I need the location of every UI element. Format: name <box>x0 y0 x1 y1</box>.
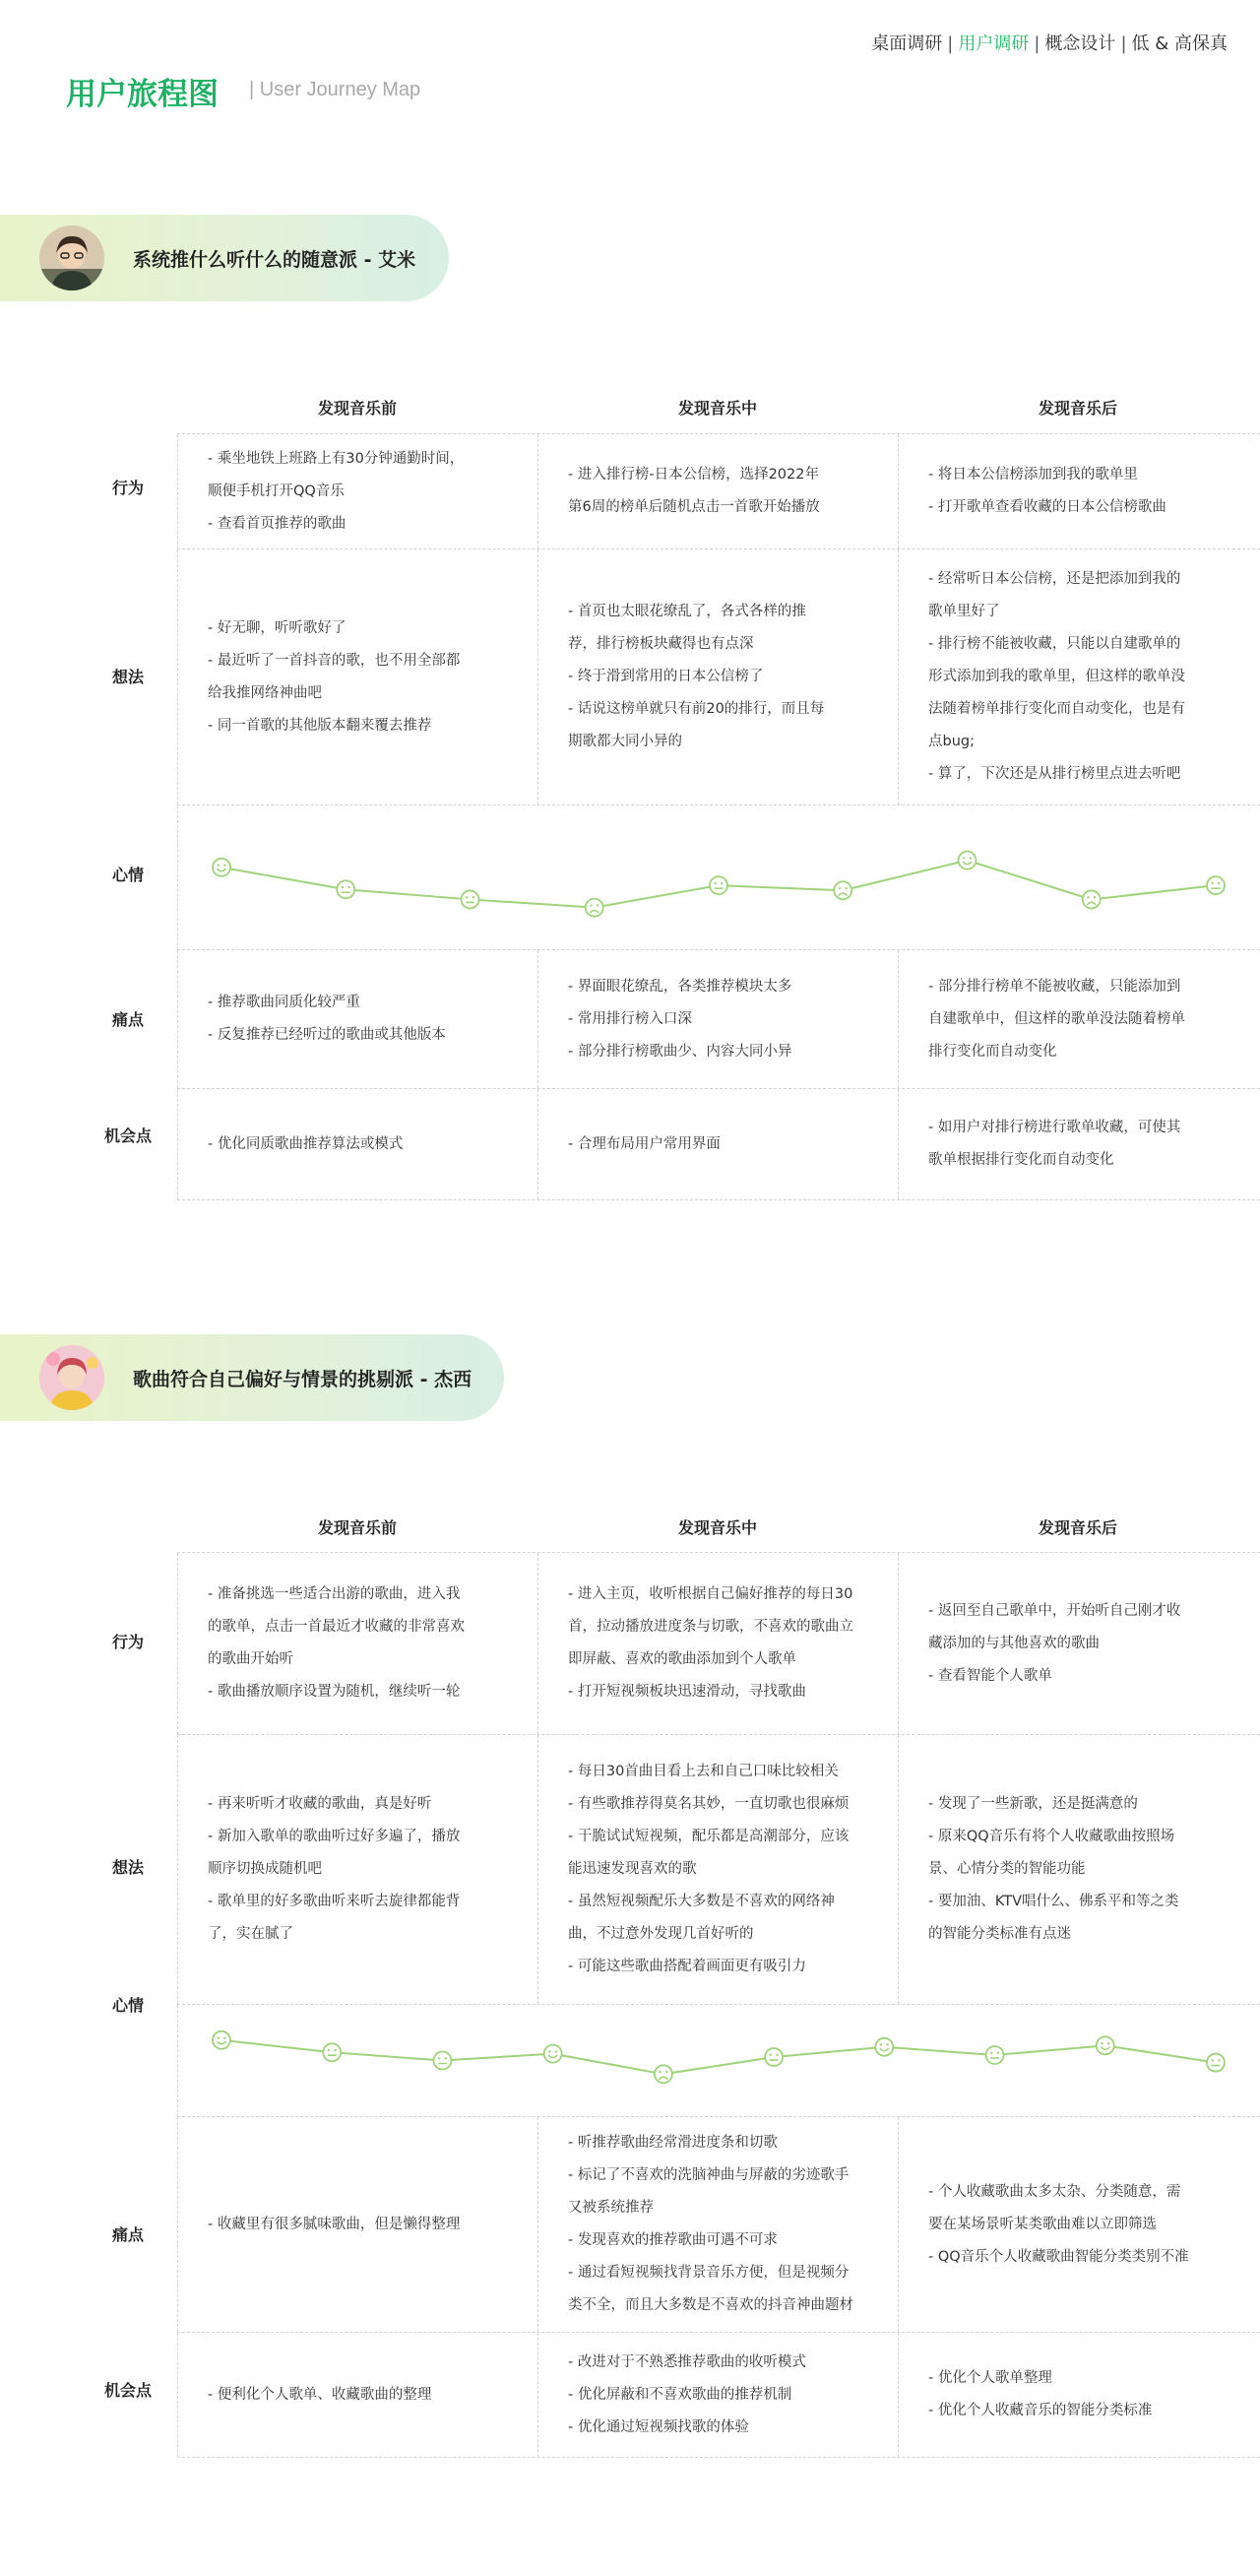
cell-line: - 打开短视频板块迅速滑动，寻找歌曲 <box>568 1684 806 1700</box>
cell-line: - 歌曲播放顺序设置为随机，继续听一轮 <box>208 1684 461 1700</box>
cell-line: - 查看智能个人歌单 <box>928 1667 1052 1684</box>
opportunity-cell-during <box>537 2333 898 2457</box>
cell-line: - 终于滑到常用的日本公信榜了 <box>568 669 764 684</box>
cell-line: - 乘坐地铁上班路上有30分钟通勤时间， <box>208 450 465 467</box>
stage-during: 发现音乐中 <box>677 1518 757 1537</box>
neutral-face-icon <box>986 2046 1004 2064</box>
stage-during: 发现音乐中 <box>677 399 757 418</box>
cell-line: 要在某场景听某类歌曲难以立即筛选 <box>928 2216 1157 2232</box>
cell-line: - 返回至自己歌单中，开始听自己刚才收 <box>928 1602 1181 1619</box>
happy-face-icon <box>1097 2036 1114 2054</box>
opportunity-row <box>177 2333 1260 2458</box>
cell-line: - 再来听听才收藏的歌曲，真是好听 <box>208 1796 432 1812</box>
happy-face-icon <box>959 852 976 869</box>
cell-line: - 要加油、KTV唱什么、佛系平和等之类 <box>928 1894 1179 1909</box>
happy-face-icon <box>875 2038 893 2056</box>
cell-line: 歌单根据排行变化而自动变化 <box>928 1152 1114 1168</box>
page-subtitle: | User Journey Map <box>249 79 421 100</box>
cell-line: - 优化个人歌单整理 <box>928 2370 1052 2386</box>
cell-line: 形式添加到我的歌单里，但这样的歌单没 <box>928 669 1185 684</box>
nav-item-fidelity[interactable]: 低 & 高保真 <box>1131 33 1228 54</box>
mood-row <box>177 2005 1260 2117</box>
thought-cell-before <box>177 549 537 805</box>
opportunity-cell-during <box>537 1089 898 1199</box>
cell-line: - 进入排行榜-日本公信榜，选择2022年 <box>568 467 819 483</box>
neutral-face-icon <box>765 2048 783 2066</box>
action-cell-after <box>898 1553 1260 1734</box>
cell-line: 即屏蔽、喜欢的歌曲添加到个人歌单 <box>568 1651 796 1667</box>
cell-line: - 部分排行榜歌曲少、内容大同小异 <box>568 1043 792 1060</box>
cell-line: 的歌单，点击一首最近才收藏的非常喜欢 <box>208 1619 465 1635</box>
stage-before: 发现音乐前 <box>317 399 397 418</box>
cell-line: - 原来QQ音乐有将个人收藏歌曲按照场 <box>928 1829 1175 1844</box>
cell-line: - 优化个人收藏音乐的智能分类标准 <box>928 2403 1153 2418</box>
happy-face-icon <box>213 859 230 876</box>
thought-row <box>177 1735 1260 2005</box>
cell-line: - 听推荐歌曲经常滑进度条和切歌 <box>568 2135 778 2151</box>
cell-line: - 部分排行榜单不能被收藏，只能添加到 <box>928 978 1181 995</box>
action-row <box>177 1553 1260 1735</box>
page-title: 用户旅程图 <box>66 77 219 112</box>
cell-line: - 首页也太眼花缭乱了，各式各样的推 <box>568 604 806 619</box>
sad-face-icon <box>655 2065 672 2083</box>
cell-line: - 优化同质歌曲推荐算法或模式 <box>208 1135 404 1152</box>
mood-row <box>177 805 1260 950</box>
cell-line: - 话说这榜单就只有前20的排行，而且每 <box>568 701 825 717</box>
cell-line: 了，实在腻了 <box>208 1926 293 1942</box>
cell-line: 的歌曲开始听 <box>208 1651 293 1667</box>
cell-line: - 打开歌单查看收藏的日本公信榜歌曲 <box>928 499 1166 515</box>
top-nav <box>871 30 1228 55</box>
cell-line: - 改进对于不熟悉推荐歌曲的收听模式 <box>568 2353 806 2370</box>
cell-line: - 合理布局用户常用界面 <box>568 1135 721 1152</box>
persona-name: 歌曲符合自己偏好与情景的挑剔派 - 杰西 <box>133 1369 472 1390</box>
happy-face-icon <box>544 2045 562 2063</box>
neutral-face-icon <box>1207 876 1225 894</box>
nav-separator: | <box>947 33 954 54</box>
row-label-action: 行为 <box>111 479 144 497</box>
cell-line: - 收藏里有很多腻味歌曲，但是懒得整理 <box>208 2216 461 2232</box>
cell-line: - 虽然短视频配乐大多数是不喜欢的网络神 <box>568 1894 835 1909</box>
cell-line: 排行变化而自动变化 <box>928 1043 1057 1060</box>
row-label-pain: 痛点 <box>111 1010 144 1029</box>
action-cell-during <box>537 434 898 548</box>
cell-line: - 优化通过短视频找歌的体验 <box>568 2418 749 2435</box>
pain-cell-before <box>177 950 537 1088</box>
cell-line: - 准备挑选一些适合出游的歌曲，进入我 <box>208 1586 461 1602</box>
cell-line: - 反复推荐已经听过的歌曲或其他版本 <box>208 1027 446 1043</box>
pain-cell-after <box>898 950 1260 1088</box>
cell-line: - 界面眼花缭乱，各类推荐模块太多 <box>568 978 792 995</box>
opportunity-cell-after <box>898 2333 1260 2457</box>
row-label-mood: 心情 <box>111 866 144 884</box>
opportunity-cell-after <box>898 1089 1260 1199</box>
mood-curve <box>178 2005 1260 2116</box>
cell-line: 荐，排行榜板块藏得也有点深 <box>568 636 754 652</box>
cell-line: - 查看首页推荐的歌曲 <box>208 515 346 532</box>
cell-line: - 好无聊，听听歌好了 <box>208 619 346 636</box>
cell-line: - 进入主页，收听根据自己偏好推荐的每日30 <box>568 1586 853 1602</box>
thought-cell-after <box>898 1735 1260 2004</box>
neutral-face-icon <box>337 880 354 898</box>
pain-cell-after <box>898 2117 1260 2332</box>
cell-line: 点bug; <box>928 734 975 749</box>
happy-face-icon <box>213 2031 230 2049</box>
journey-grid <box>177 1552 1260 2458</box>
cell-line: - 算了，下次还是从排行榜里点进去听吧 <box>928 766 1181 782</box>
cell-line: - 便利化个人歌单、收藏歌曲的整理 <box>208 2386 432 2403</box>
cell-line: - 干脆试试短视频，配乐都是高潮部分，应该 <box>568 1829 850 1844</box>
sad-face-icon <box>1083 890 1101 908</box>
stage-after: 发现音乐后 <box>1038 399 1117 418</box>
cell-line: - 发现喜欢的推荐歌曲可遇不可求 <box>568 2232 778 2248</box>
cell-line: - 排行榜不能被收藏，只能以自建歌单的 <box>928 636 1181 652</box>
nav-item-concept-design[interactable]: 概念设计 <box>1044 33 1116 54</box>
cell-line: - 经常听日本公信榜，还是把添加到我的 <box>928 571 1181 587</box>
row-label-pain: 痛点 <box>111 2225 144 2244</box>
cell-line: 顺便手机打开QQ音乐 <box>208 483 345 499</box>
action-cell-before <box>177 434 537 548</box>
cell-line: 能迅速发现喜欢的歌 <box>568 1861 697 1877</box>
action-cell-before <box>177 1553 537 1734</box>
cell-line: - 个人收藏歌曲太多太杂、分类随意，需 <box>928 2183 1181 2200</box>
cell-line: - 优化屏蔽和不喜欢歌曲的推荐机制 <box>568 2386 792 2403</box>
opportunity-cell-before <box>177 2333 537 2457</box>
cell-line: 期歌都大同小异的 <box>568 734 682 749</box>
cell-line: - 歌单里的好多歌曲听来听去旋律都能背 <box>208 1894 461 1909</box>
neutral-face-icon <box>1207 2054 1225 2072</box>
row-label-opportunity: 机会点 <box>103 2381 152 2400</box>
cell-line: - 通过看短视频找背景音乐方便，但是视频分 <box>568 2265 850 2281</box>
neutral-face-icon <box>462 890 479 908</box>
cell-line: - 发现了一些新歌，还是挺满意的 <box>928 1796 1138 1812</box>
journey-grid <box>177 433 1260 1200</box>
nav-separator: | <box>1120 33 1127 54</box>
cell-line: 法随着榜单排行变化而自动变化，也是有 <box>928 701 1185 717</box>
pain-cell-during <box>537 950 898 1088</box>
row-label-action: 行为 <box>111 1633 144 1651</box>
avatar <box>39 1345 104 1410</box>
row-label-thought: 想法 <box>111 1858 144 1877</box>
cell-line: - 将日本公信榜添加到我的歌单里 <box>928 467 1138 483</box>
cell-line: - 常用排行榜入口深 <box>568 1010 692 1027</box>
cell-line: 景、心情分类的智能功能 <box>928 1861 1086 1877</box>
thought-row <box>177 549 1260 805</box>
sad-face-icon <box>586 899 603 917</box>
thought-cell-during <box>537 1735 898 2004</box>
opportunity-row <box>177 1089 1260 1200</box>
persona-banner <box>0 215 449 301</box>
avatar <box>39 225 104 290</box>
action-cell-during <box>537 1553 898 1734</box>
cell-line: 的智能分类标准有点迷 <box>928 1926 1071 1942</box>
opportunity-cell-before <box>177 1089 537 1199</box>
cell-line: 首，拉动播放进度条与切歌，不喜欢的歌曲立 <box>568 1619 853 1635</box>
cell-line: - 标记了不喜欢的洗脑神曲与屏蔽的劣迹歌手 <box>568 2167 850 2183</box>
cell-line: - 同一首歌的其他版本翻来覆去推荐 <box>208 717 432 734</box>
nav-item-user-research[interactable]: 用户调研 <box>958 33 1030 54</box>
mood-line <box>221 2040 1216 2075</box>
cell-line: - 有些歌推荐得莫名其妙，一直切歌也很麻烦 <box>568 1796 850 1812</box>
cell-line: 给我推网络神曲吧 <box>208 684 322 701</box>
persona-name: 系统推什么听什么的随意派 - 艾米 <box>133 249 416 271</box>
cell-line: 顺序切换成随机吧 <box>208 1861 322 1877</box>
cell-line: - QQ音乐个人收藏歌曲智能分类类别不准 <box>928 2248 1189 2265</box>
pain-row <box>177 950 1260 1089</box>
cell-line: - 最近听了一首抖音的歌，也不用全部都 <box>208 652 461 669</box>
cell-line: - 可能这些歌曲搭配着画面更有吸引力 <box>568 1959 806 1974</box>
row-label-mood: 心情 <box>111 1996 144 2015</box>
cell-line: 又被系统推荐 <box>568 2200 654 2216</box>
pain-cell-before <box>177 2117 537 2332</box>
cell-line: 类不全，而且大多数是不喜欢的抖音神曲题材 <box>568 2297 853 2313</box>
cell-line: 歌单里好了 <box>928 604 1000 619</box>
cell-line: - 如用户对排行榜进行歌单收藏，可使其 <box>928 1120 1181 1135</box>
cell-line: 第6周的榜单后随机点击一首歌开始播放 <box>568 499 820 515</box>
sad-face-icon <box>834 881 851 899</box>
action-cell-after <box>898 434 1260 548</box>
thought-cell-during <box>537 549 898 805</box>
cell-line: 自建歌单中，但这样的歌单没法随着榜单 <box>928 1010 1185 1027</box>
stage-before: 发现音乐前 <box>317 1518 397 1537</box>
cell-line: 曲，不过意外发现几首好听的 <box>568 1926 754 1942</box>
neutral-face-icon <box>433 2052 451 2070</box>
row-label-opportunity: 机会点 <box>103 1127 152 1145</box>
neutral-face-icon <box>323 2043 341 2061</box>
row-label-thought: 想法 <box>111 668 144 686</box>
thought-cell-after <box>898 549 1260 805</box>
cell-line: - 新加入歌单的歌曲听过好多遍了，播放 <box>208 1829 461 1844</box>
action-row <box>177 434 1260 549</box>
neutral-face-icon <box>710 876 727 894</box>
nav-item-desk-research[interactable]: 桌面调研 <box>871 33 943 54</box>
mood-curve <box>178 805 1260 949</box>
cell-line: 藏添加的与其他喜欢的歌曲 <box>928 1635 1100 1651</box>
pain-cell-during <box>537 2117 898 2332</box>
cell-line: - 推荐歌曲同质化较严重 <box>208 995 360 1010</box>
stage-after: 发现音乐后 <box>1038 1518 1117 1537</box>
thought-cell-before <box>177 1735 537 2004</box>
cell-line: - 每日30首曲目看上去和自己口味比较相关 <box>568 1764 839 1779</box>
nav-separator: | <box>1034 33 1040 54</box>
persona-banner <box>0 1334 504 1421</box>
pain-row <box>177 2117 1260 2333</box>
